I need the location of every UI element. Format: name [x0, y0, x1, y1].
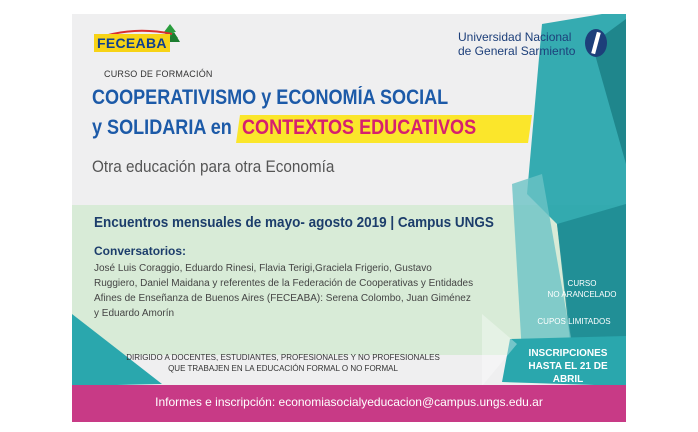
title-line-2-start: y SOLIDARIA en [92, 116, 232, 139]
contact-info[interactable]: Informes e inscripción: economiasocialyeducacion@campus.ungs.edu.ar [155, 395, 543, 409]
university-name [458, 30, 575, 58]
limited-seats: CUPOS LIMITADOS [537, 317, 611, 326]
meeting-dates: Encuentros mensuales de mayo- agosto 2019 | Campus UNGS [94, 214, 494, 231]
university-line-1: Universidad Nacional [458, 30, 572, 44]
feceaba-logo-text: FECEABA [94, 34, 170, 52]
course-line-2: NO ARANCELADO [547, 290, 617, 299]
course-free-note [540, 278, 624, 300]
registration-deadline [512, 347, 624, 386]
registration-line-1: INSCRIPCIONES [528, 348, 608, 359]
audience-line-1: DIRIGIDO A DOCENTES, ESTUDIANTES, PROFESIONALES Y NO PROFESIONALES [126, 353, 440, 362]
audience-line-2: QUE TRABAJEN EN LA EDUCACIÓN FORMAL O NO FORMAL [168, 364, 398, 373]
course-kicker: CURSO DE FORMACIÓN [104, 69, 213, 79]
registration-line-2: HASTA EL 21 DE ABRIL [528, 361, 608, 385]
flyer [72, 14, 626, 422]
ungs-logo-icon [584, 28, 608, 58]
conversatorios-label: Conversatorios: [94, 244, 187, 258]
title-line-2 [92, 116, 476, 140]
subtitle: Otra educación para otra Economía [92, 157, 335, 176]
university-line-2: de General Sarmiento [458, 44, 576, 58]
title-line-1: COOPERATIVISMO y ECONOMÍA SOCIAL [92, 86, 449, 109]
conversatorios-text: José Luis Coraggio, Eduardo Rinesi, Flavia Terigi,Graciela Frigerio, Gustavo Ruggiero, Daniel Maidana y referentes de la Federación de Cooperativas y Entidades Afines de Enseñanza de Buenos Aires (FECEABA): Serena Colombo, Juan Giménez y Eduardo Amorín [94, 263, 474, 319]
course-line-1: CURSO [567, 279, 597, 288]
audience-note [98, 352, 468, 374]
title-line-2-highlight: CONTEXTOS EDUCATIVOS [242, 116, 477, 139]
